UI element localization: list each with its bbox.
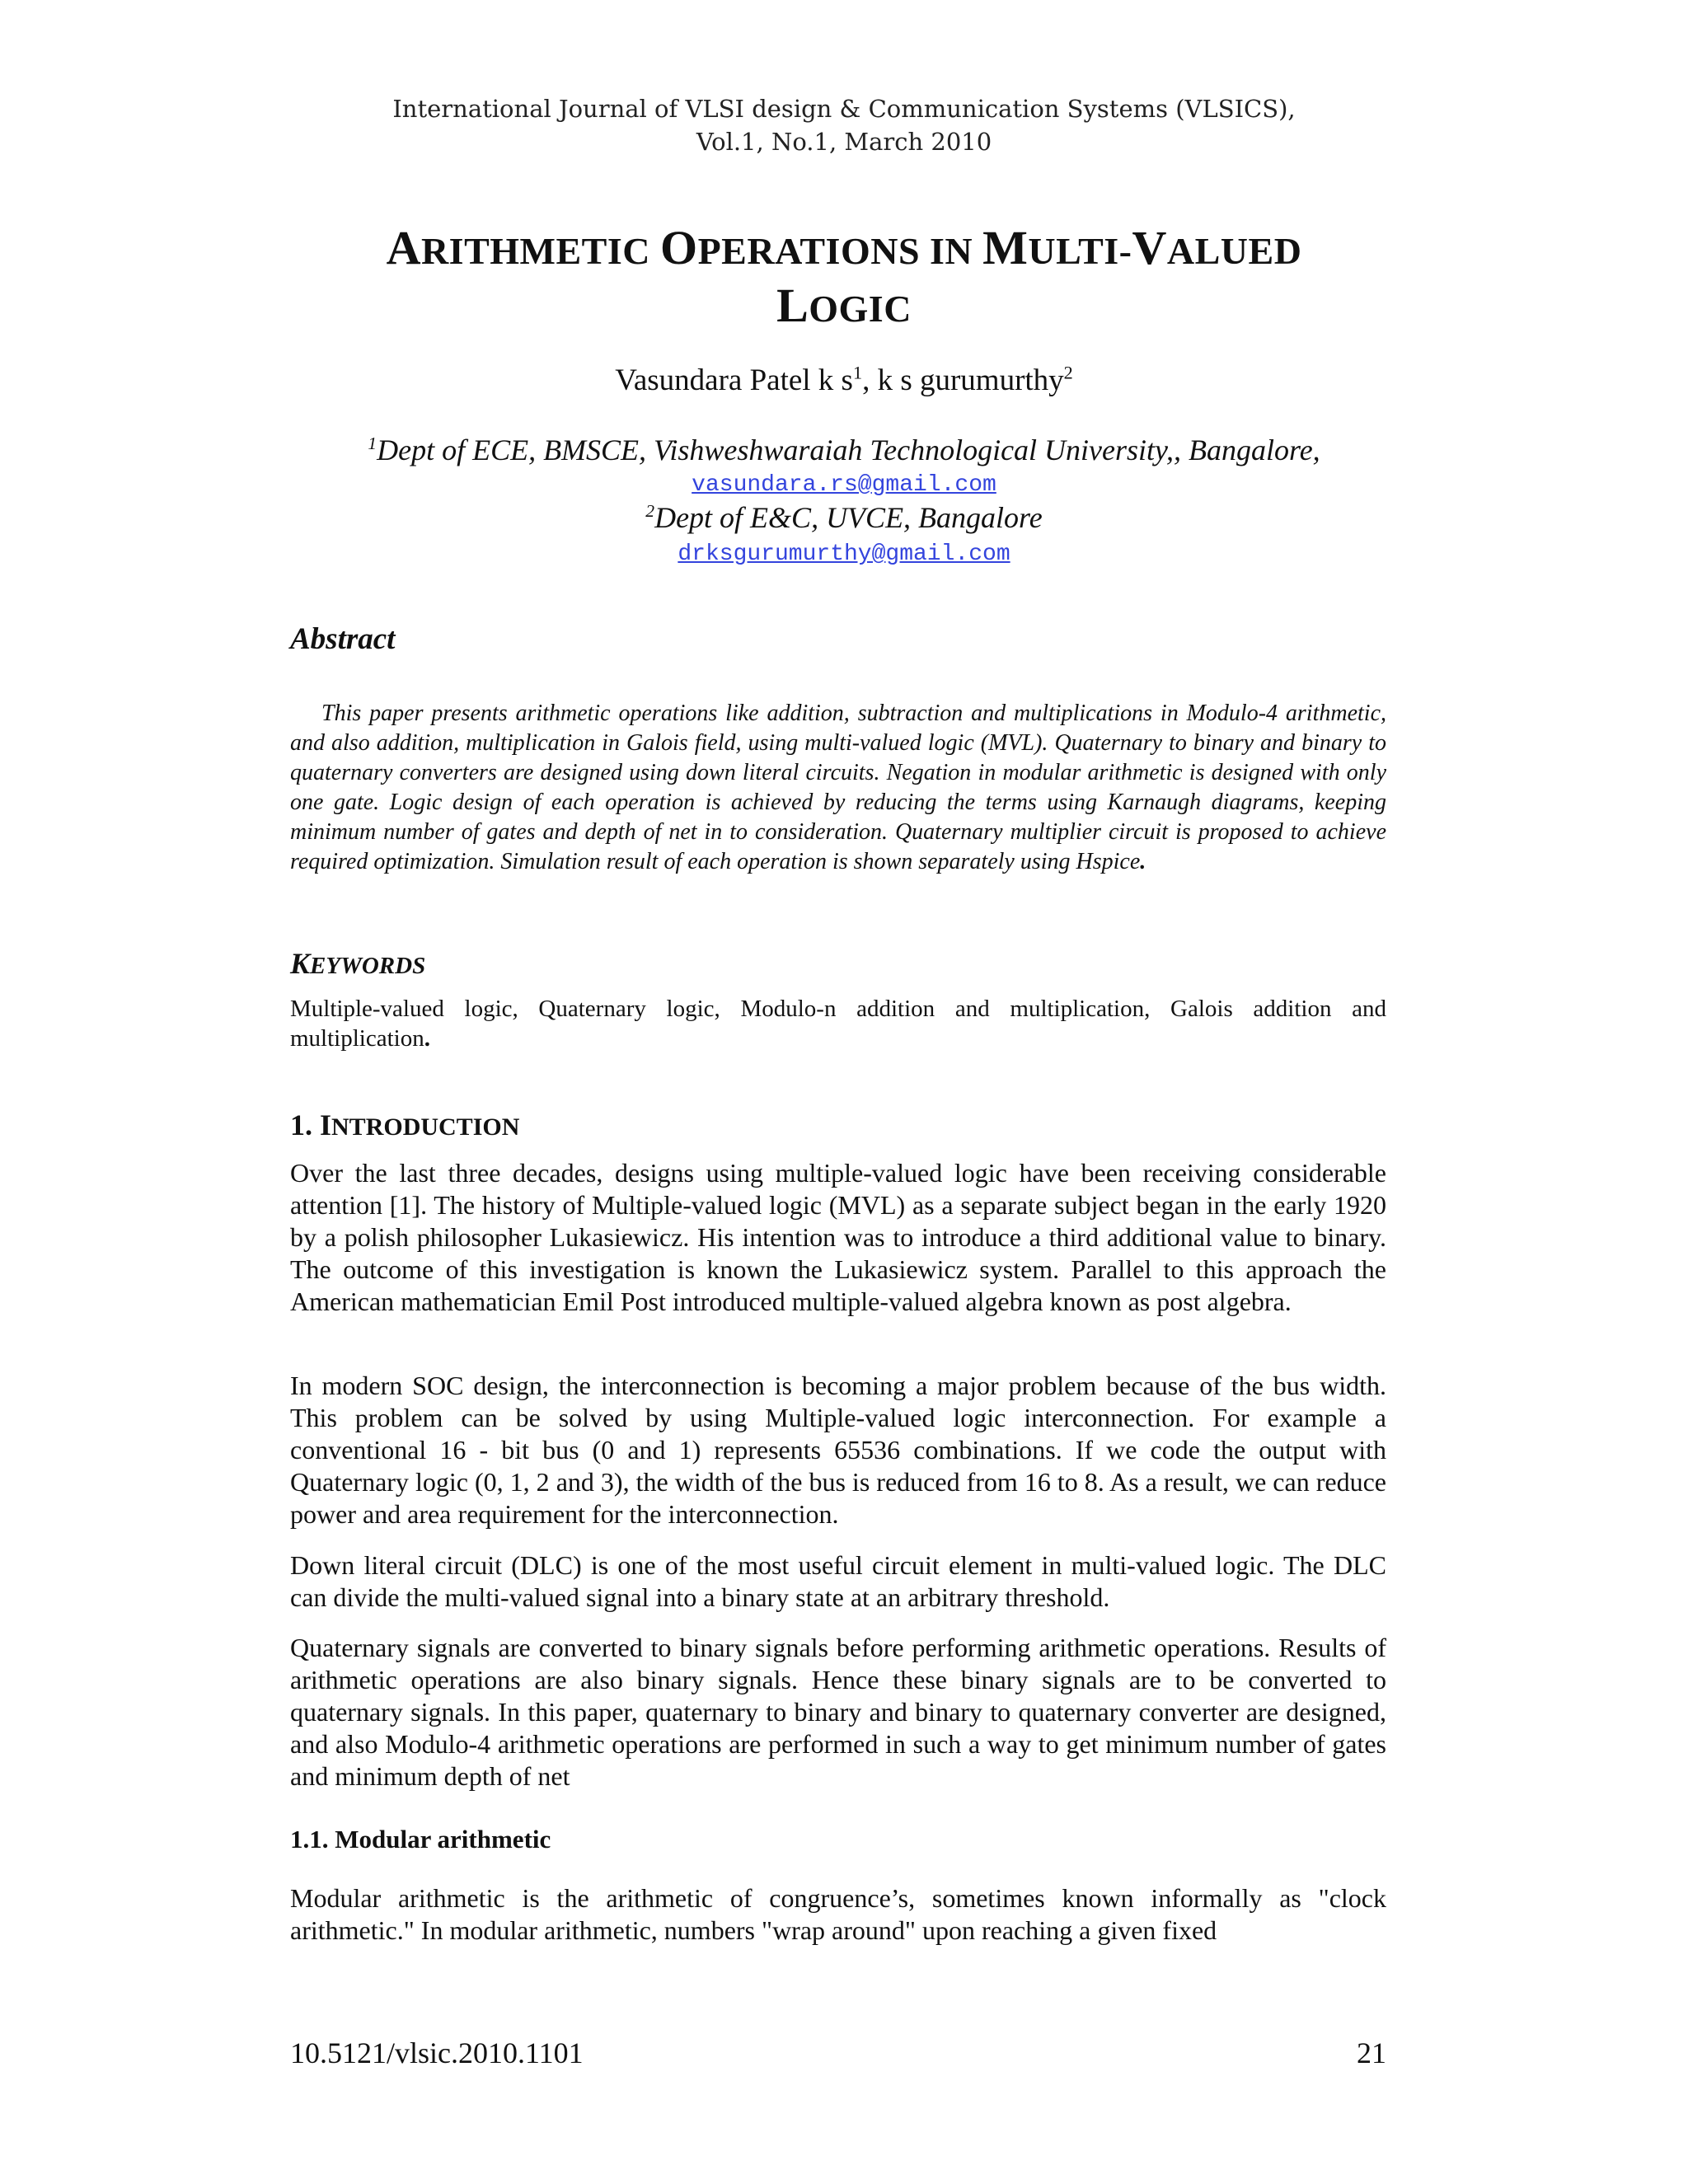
- footer-doi: 10.5121/vlsic.2010.1101: [290, 2036, 584, 2069]
- affiliation-mark: 2: [645, 501, 655, 521]
- email-2: [0, 541, 1688, 569]
- abstract-text: This paper presents arithmetic operations like addition, subtraction and multiplications in Modulo-4 arithmetic, and also addition, multiplication in Galois field, using multi-valued logic (MVL). Quaternary to binary and binary to quaternary converters are designed using down literal circuits. Negation in modular arithmetic is designed with only one gate. Logic design of each operation is achieved by reducing the terms using Karnaugh diagrams, keeping minimum number of gates and depth of net in to consideration. Quaternary multiplier circuit is proposed to achieve required optimization. Simulation result of each operation is shown separately using Hspice: [290, 701, 1386, 874]
- journal-header-line2: Vol.1, No.1, March 2010: [696, 128, 992, 156]
- author-email-link[interactable]: vasundara.rs@gmail.com: [692, 472, 996, 498]
- author-email-link[interactable]: drksgurumurthy@gmail.com: [678, 541, 1010, 567]
- abstract-heading: Abstract: [290, 622, 396, 656]
- keywords-text: Multiple-valued logic, Quaternary logic, Modulo-n addition and multiplication, Galois addition and multiplication: [290, 996, 1386, 1052]
- keywords-body: [290, 994, 1386, 1053]
- keywords-end: .: [424, 1025, 430, 1052]
- footer-page-number: 21: [1357, 2036, 1386, 2069]
- intro-paragraph-4: Quaternary signals are converted to binary signals before performing arithmetic operations. Results of arithmetic operations are also binary signals. Hence these binary signals are to be converted to quaternary signals. In this paper, quaternary to binary and binary to quaternary converter are designed, and also Modulo-4 arithmetic operations are performed in such a way to get minimum number of gates and minimum depth of net: [290, 1633, 1386, 1791]
- keywords-heading-rest: EYWORDS: [310, 953, 426, 979]
- author-affiliation-mark: 2: [1063, 362, 1073, 383]
- title-cap: O: [659, 221, 698, 274]
- intro-paragraph-3: Down literal circuit (DLC) is one of the most useful circuit element in multi-valued logic. The DLC can divide the multi-valued signal into a binary state at an arbitrary threshold.: [290, 1550, 1386, 1612]
- journal-header-line1: International Journal of VLSI design & Communication Systems (VLSICS),: [392, 95, 1296, 123]
- paper-title: [247, 221, 1441, 336]
- affiliation-mark: 1: [368, 434, 377, 453]
- author-separator: ,: [862, 363, 878, 397]
- keywords-heading-cap: K: [290, 947, 311, 980]
- author-name: k s gurumurthy: [877, 363, 1064, 397]
- abstract-body: [290, 699, 1386, 877]
- title-cap: V: [1132, 221, 1167, 274]
- affiliation-2: [0, 499, 1688, 536]
- title-word: OGIC: [809, 288, 912, 330]
- title-cap: L: [776, 279, 809, 332]
- subsection-heading: 1.1. Modular arithmetic: [290, 1825, 551, 1854]
- title-word: PERATIONS IN: [697, 230, 973, 272]
- subsection-paragraph: Modular arithmetic is the arithmetic of congruence’s, sometimes known informally as "clock arithmetic." In modular arithmetic, numbers "wrap around" upon reaching a given fixed: [290, 1883, 1386, 1945]
- title-word: ULTI-: [1028, 230, 1132, 272]
- abstract-end: .: [1140, 849, 1146, 874]
- keywords-heading: [290, 946, 425, 981]
- intro-paragraph-2: In modern SOC design, the interconnection is becoming a major problem because of the bus width. This problem can be solved by using Multiple-valued logic interconnection. For example a conventional 16 - bit bus (0 and 1) represents 65536 combinations. If we code the output with Quaternary logic (0, 1, 2 and 3), the width of the bus is reduced from 16 to 8. As a result, we can reduce power and area requirement for the interconnection.: [290, 1371, 1386, 1529]
- affiliation-1: [0, 432, 1688, 468]
- title-word: ALUED: [1166, 230, 1302, 272]
- intro-heading-rest: NTRODUCTION: [331, 1113, 520, 1141]
- section-number: 1.: [290, 1108, 320, 1141]
- title-cap: M: [982, 221, 1029, 274]
- introduction-heading: [290, 1108, 519, 1142]
- author-list: [0, 361, 1688, 401]
- email-1: [0, 471, 1688, 499]
- title-cap: A: [386, 221, 421, 274]
- affiliation-text: Dept of ECE, BMSCE, Vishweshwaraiah Technological University,, Bangalore,: [377, 434, 1320, 466]
- journal-header: [0, 92, 1688, 158]
- author-affiliation-mark: 1: [852, 362, 863, 383]
- author-name: Vasundara Patel k s: [615, 363, 853, 397]
- intro-heading-cap: I: [320, 1108, 332, 1141]
- title-word: RITHMETIC: [420, 230, 650, 272]
- intro-paragraph-1: Over the last three decades, designs using multiple-valued logic have been receiving considerable attention [1]. The history of Multiple-valued logic (MVL) as a separate subject began in the early 1920 by a polish philosopher Lukasiewicz. His intention was to introduce a third additional value to binary. The outcome of this investigation is known the Lukasiewicz system. Parallel to this approach the American mathematician Emil Post introduced multiple-valued algebra known as post algebra.: [290, 1158, 1386, 1316]
- affiliation-text: Dept of E&C, UVCE, Bangalore: [654, 501, 1043, 534]
